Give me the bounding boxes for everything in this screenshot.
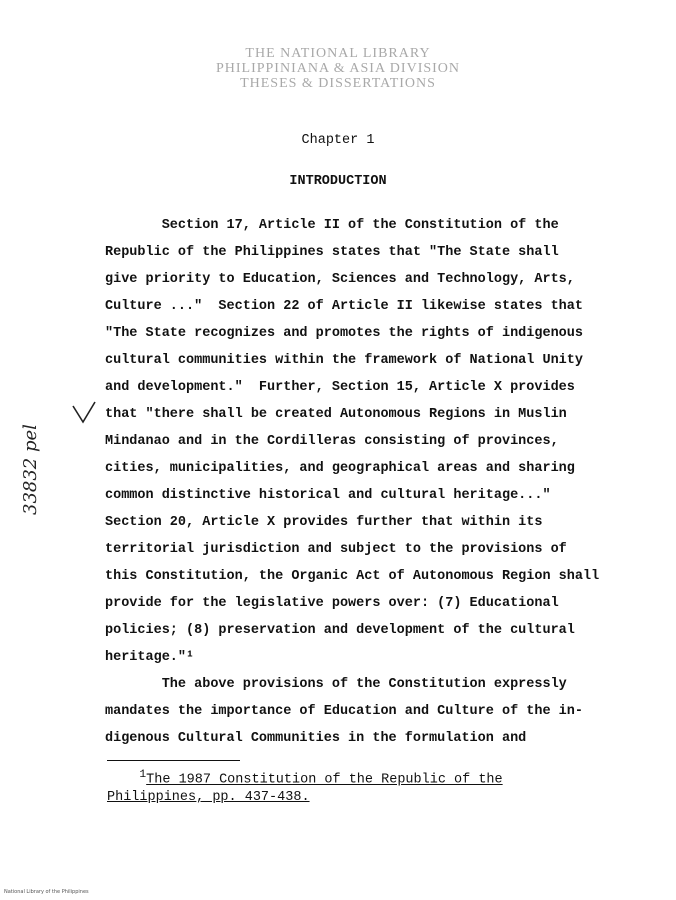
handwritten-annotation: 33832 pel	[20, 424, 41, 515]
body-line: cultural communities within the framework of National Unity	[105, 353, 583, 368]
body-line: that "there shall be created Autonomous Regions in Muslin	[105, 407, 567, 422]
body-line: digenous Cultural Communities in the formulation and	[105, 731, 527, 746]
footnote-pages: , pp. 437-438.	[196, 789, 310, 805]
footnote-marker: 1	[139, 769, 147, 781]
footnote-text: The 1987 Constitution of the Republic of the	[146, 772, 503, 788]
stamp-line: THESES & DISSERTATIONS	[240, 76, 436, 91]
body-line: give priority to Education, Sciences and Technology, Arts,	[105, 272, 575, 287]
body-line: Culture ..." Section 22 of Article II likewise states that	[105, 299, 583, 314]
footnote-title-end: Philippines	[107, 789, 197, 805]
body-line: provide for the legislative powers over: (7) Educational	[105, 596, 559, 611]
body-line: cities, municipalities, and geographical areas and sharing	[105, 461, 575, 476]
body-line: policies; (8) preservation and development of the cultural	[105, 623, 575, 638]
body-line: territorial jurisdiction and subject to the provisions of	[105, 542, 567, 557]
body-line: Section 17, Article II of the Constitution of the	[105, 218, 559, 233]
body-line: heritage."¹	[105, 650, 195, 665]
body-line: Republic of the Philippines states that "The State shall	[105, 245, 559, 260]
body-line: Mindanao and in the Cordilleras consisting of provinces,	[105, 434, 559, 449]
body-text	[105, 212, 675, 752]
stamp-line: PHILIPPINIANA & ASIA DIVISION	[215, 61, 461, 76]
checkmark-icon	[70, 400, 98, 428]
footnote-line-2	[107, 789, 547, 806]
body-line: this Constitution, the Organic Act of Autonomous Region shall	[105, 569, 600, 584]
body-line: Section 20, Article X provides further that within its	[105, 515, 543, 530]
chapter-label: Chapter 1	[301, 133, 375, 148]
footnote-line-1	[107, 767, 547, 789]
library-stamp	[0, 46, 676, 91]
body-line: The above provisions of the Constitution expressly	[105, 677, 567, 692]
footer-scan-label: National Library of the Philippines	[4, 889, 89, 895]
body-line: "The State recognizes and promotes the rights of indigenous	[105, 326, 583, 341]
body-line: mandates the importance of Education and Culture of the in-	[105, 704, 583, 719]
footnote	[107, 767, 547, 806]
chapter-heading: INTRODUCTION	[289, 174, 387, 189]
footnote-divider	[107, 760, 240, 761]
stamp-line: THE NATIONAL LIBRARY	[245, 46, 431, 61]
body-line: common distinctive historical and cultural heritage..."	[105, 488, 551, 503]
body-line: and development." Further, Section 15, Article X provides	[105, 380, 575, 395]
